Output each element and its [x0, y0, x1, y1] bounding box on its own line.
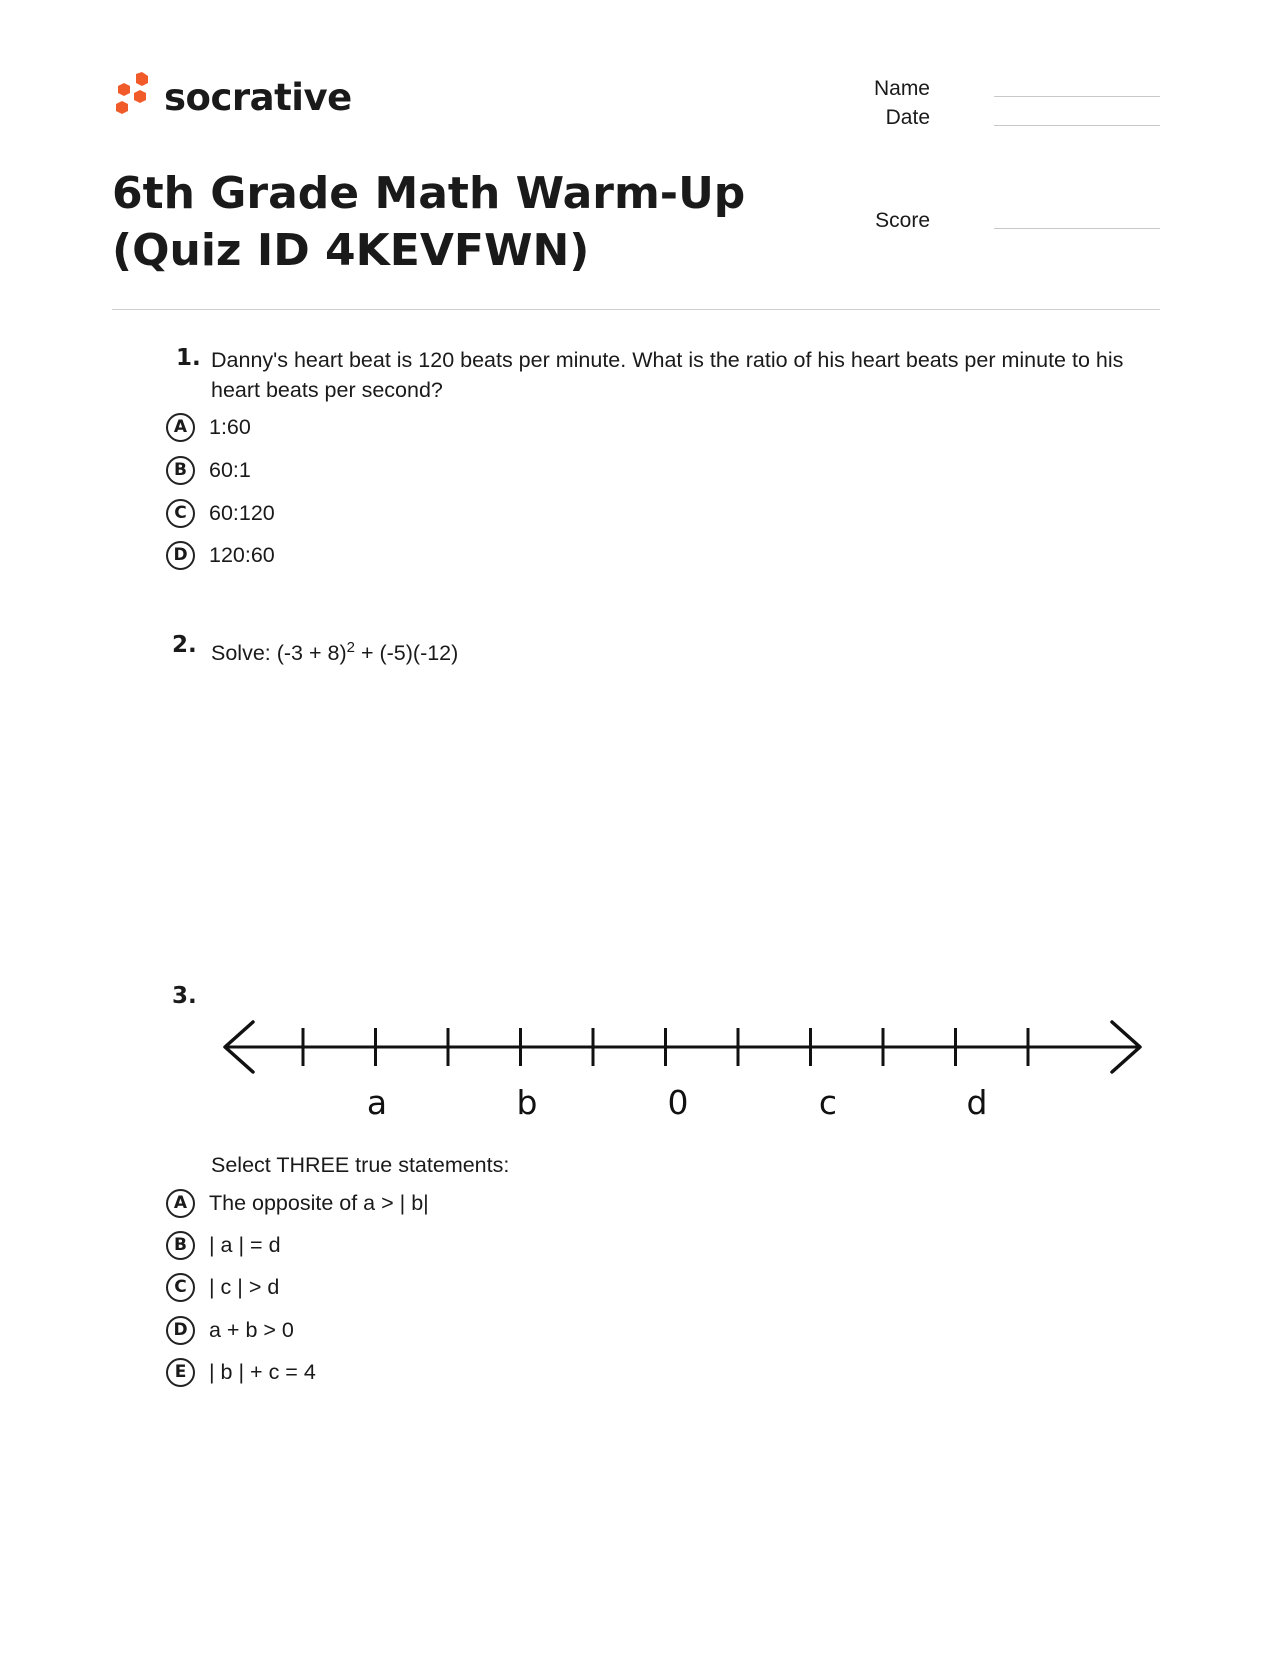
number-line-label-0: 0 — [667, 1083, 689, 1122]
question-3-number: 3. — [172, 983, 197, 1009]
question-2-text-suffix: + (-5)(-12) — [354, 641, 459, 666]
choice-bubble[interactable]: D — [166, 1316, 195, 1345]
socrative-logo — [112, 72, 352, 122]
question-1-choice-b[interactable] — [166, 453, 251, 487]
question-1-choice-c[interactable] — [166, 496, 275, 530]
question-1-number: 1. — [176, 345, 201, 371]
choice-bubble[interactable]: B — [166, 456, 195, 485]
question-3-choice-b[interactable] — [166, 1228, 281, 1262]
number-line-label-d: d — [966, 1083, 988, 1122]
choice-text: 60:120 — [209, 500, 275, 525]
question-3-choice-e[interactable] — [166, 1355, 316, 1389]
choice-text: 60:1 — [209, 457, 251, 482]
question-1-text: Danny's heart beat is 120 beats per minute. What is the ratio of his heart beats per minute to his heart beats per second? — [211, 348, 1124, 402]
choice-bubble[interactable]: E — [166, 1358, 195, 1387]
choice-text: | a | = d — [209, 1232, 281, 1257]
choice-bubble[interactable]: A — [166, 1189, 195, 1218]
choice-bubble[interactable]: D — [166, 541, 195, 570]
date-field[interactable] — [994, 125, 1160, 126]
choice-bubble[interactable]: B — [166, 1231, 195, 1260]
choice-text: 1:60 — [209, 414, 251, 439]
question-2-number: 2. — [172, 632, 197, 658]
question-3-choice-a[interactable] — [166, 1186, 429, 1220]
page-title: 6th Grade Math Warm-Up (Quiz ID 4KEVFWN) — [112, 168, 746, 276]
question-2-exponent: 2 — [346, 639, 355, 656]
question-3-text: Select THREE true statements: — [211, 1153, 510, 1177]
question-1-choice-d[interactable] — [166, 538, 275, 572]
choice-text: a + b > 0 — [209, 1317, 294, 1342]
number-line-label-c: c — [818, 1083, 838, 1122]
number-line-figure — [215, 1010, 1150, 1130]
choice-bubble[interactable]: C — [166, 1273, 195, 1302]
score-label: Score — [875, 209, 930, 232]
question-2-text-prefix: Solve: (-3 + 8) — [211, 641, 347, 666]
choice-text: 120:60 — [209, 542, 275, 567]
choice-text: The opposite of a > | b| — [209, 1190, 429, 1215]
logo-hexagon-icon — [112, 72, 152, 122]
choice-text: | b | + c = 4 — [209, 1359, 316, 1384]
date-label: Date — [885, 106, 930, 129]
number-line-label-a: a — [366, 1083, 388, 1122]
question-2-text — [211, 633, 458, 668]
choice-bubble[interactable]: A — [166, 413, 195, 442]
logo-wordmark: socrative — [164, 75, 352, 119]
name-label: Name — [873, 77, 930, 100]
number-line-label-b: b — [516, 1083, 538, 1122]
question-1-choice-a[interactable] — [166, 410, 251, 444]
question-3-choice-c[interactable] — [166, 1270, 279, 1304]
choice-bubble[interactable]: C — [166, 499, 195, 528]
score-field[interactable] — [994, 228, 1160, 229]
name-field[interactable] — [994, 96, 1160, 97]
header-divider — [112, 309, 1160, 310]
choice-text: | c | > d — [209, 1274, 280, 1299]
question-3-choice-d[interactable] — [166, 1313, 294, 1347]
